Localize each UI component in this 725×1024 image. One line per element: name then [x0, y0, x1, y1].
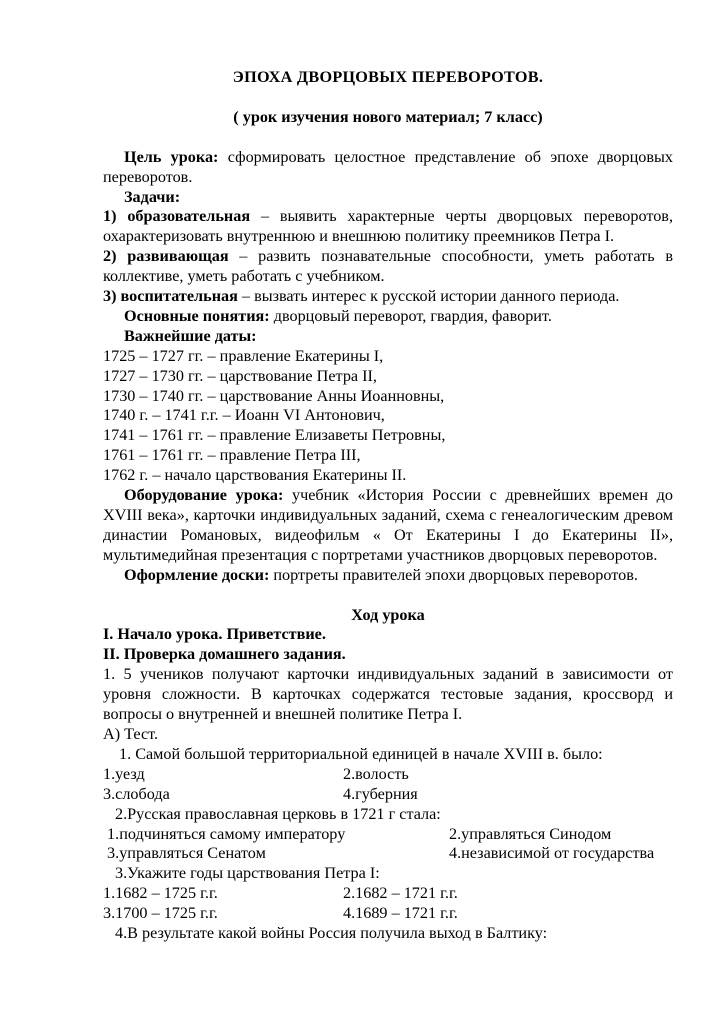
- answer-option: 1.уезд: [103, 764, 145, 783]
- answer-row: [103, 904, 673, 924]
- answer-option: 1.подчиняться самому императору: [103, 824, 346, 843]
- answer-option: 4.1689 – 1721 г.г.: [343, 904, 458, 923]
- answer-row: [103, 825, 673, 845]
- answer-option: 3.слобода: [103, 784, 170, 803]
- task-label: 1) образовательная: [103, 207, 251, 226]
- date-item: 1740 г. – 1741 г.г. – Иоанн VI Антонович,: [103, 406, 385, 425]
- document-title: ЭПОХА ДВОРЦОВЫХ ПЕРЕВОРОТОВ.: [232, 68, 544, 86]
- answer-option: 4.губерния: [343, 784, 418, 803]
- task-label: 2) развивающая: [103, 247, 229, 266]
- dates-heading: [103, 327, 673, 347]
- answer-option: 3.1700 – 1725 г.г.: [103, 904, 218, 923]
- answer-row: [103, 765, 673, 785]
- task-text: – вызвать интерес к русской истории данного периода.: [237, 287, 620, 306]
- board-text: портреты правителей эпохи дворцовых переворотов.: [269, 565, 638, 584]
- equipment-text: учебник «История России с древнейших времен до XVIII века», карточки индивидуальных заданий, схема с генеалогическим древом династии Романовых, видеофильм « От Екатерины I до Екатерины II», мультимедийная презентация с портретами участников дворцовых переворотов.: [103, 486, 673, 564]
- date-item: 1761 – 1761 гг. – правление Петра III,: [103, 446, 361, 465]
- lesson-equipment: [103, 486, 673, 566]
- answer-row: [103, 785, 673, 805]
- document-page: [103, 58, 673, 944]
- spacer: [103, 586, 673, 606]
- concepts-label: Основные понятия:: [124, 306, 270, 325]
- answer-row: [103, 844, 673, 864]
- answer-option: 2.волость: [343, 764, 409, 783]
- answer-option: 1.1682 – 1725 г.г.: [103, 884, 218, 903]
- date-item: 1730 – 1740 гг. – царствование Анны Иоанновны,: [103, 386, 445, 405]
- section-heading: [103, 625, 673, 645]
- dates-list: [103, 347, 673, 486]
- tasks-heading-text: Задачи:: [124, 187, 181, 206]
- goal-label: Цель урока:: [124, 147, 219, 166]
- board-setup: [103, 566, 673, 586]
- answer-row: [103, 884, 673, 904]
- task-educational: [103, 207, 673, 247]
- question-text: 1. Самой большой территориальной единицей в начале XVIII в. было:: [119, 744, 603, 763]
- lesson-goal: [103, 148, 673, 188]
- goal-text: сформировать целостное представление об эпохе дворцовых переворотов.: [103, 147, 673, 186]
- section-heading-text: I. Начало урока. Приветствие.: [103, 625, 326, 644]
- equipment-label: Оборудование урока:: [124, 486, 284, 505]
- test-question: [103, 864, 673, 924]
- answer-option: 3.управляться Сенатом: [103, 844, 266, 863]
- lesson-progress-heading: Ход урока: [351, 605, 425, 624]
- concepts-text: дворцовый переворот, гвардия, фаворит.: [269, 306, 552, 325]
- date-item: 1725 – 1727 гг. – правление Екатерины I,: [103, 346, 384, 365]
- date-item: 1762 г. – начало царствования Екатерины II.: [103, 466, 407, 485]
- section-heading: [103, 645, 673, 665]
- answer-option: 2.1682 – 1721 г.г.: [343, 884, 458, 903]
- document-subtitle: ( урок изучения нового материал; 7 класс): [233, 107, 543, 126]
- board-label: Оформление доски:: [124, 565, 270, 584]
- question-text: 2.Русская православная церковь в 1721 г стала:: [115, 804, 441, 823]
- tasks-heading: [103, 188, 673, 208]
- task-label: 3) воспитательная: [103, 287, 238, 306]
- test-question: [103, 745, 673, 805]
- answer-option: 2.управляться Синодом: [449, 824, 612, 843]
- spacer: [103, 128, 673, 148]
- date-item: 1741 – 1761 гг. – правление Елизаветы Петровны,: [103, 426, 446, 445]
- date-item: 1727 – 1730 гг. – царствование Петра II,: [103, 366, 377, 385]
- dates-heading-text: Важнейшие даты:: [124, 326, 257, 345]
- question-text: 4.В результате какой войны Россия получила выход в Балтику:: [115, 924, 548, 943]
- section-heading-text: II. Проверка домашнего задания.: [103, 645, 346, 664]
- homework-paragraph: 1. 5 учеников получают карточки индивидуальных заданий в зависимости от уровня сложности. В карточках содержатся тестовые задания, кроссворд и вопросы о внутренней и внешней политике Петра I.: [103, 665, 673, 724]
- task-developing: [103, 247, 673, 287]
- test-label: А) Тест.: [103, 724, 159, 743]
- question-text: 3.Укажите годы царствования Петра I:: [115, 864, 380, 883]
- task-text: – развить познавательные способности, уметь работать в коллективе, уметь работать с учебником.: [103, 247, 673, 286]
- task-upbringing: [103, 287, 673, 307]
- task-text: – выявить характерные черты дворцовых переворотов, охарактеризовать внутреннюю и внешнюю политику преемников Петра I.: [103, 207, 673, 246]
- key-concepts: [103, 307, 673, 327]
- answer-option: 4.независимой от государства: [449, 844, 655, 863]
- test-question: [103, 805, 673, 865]
